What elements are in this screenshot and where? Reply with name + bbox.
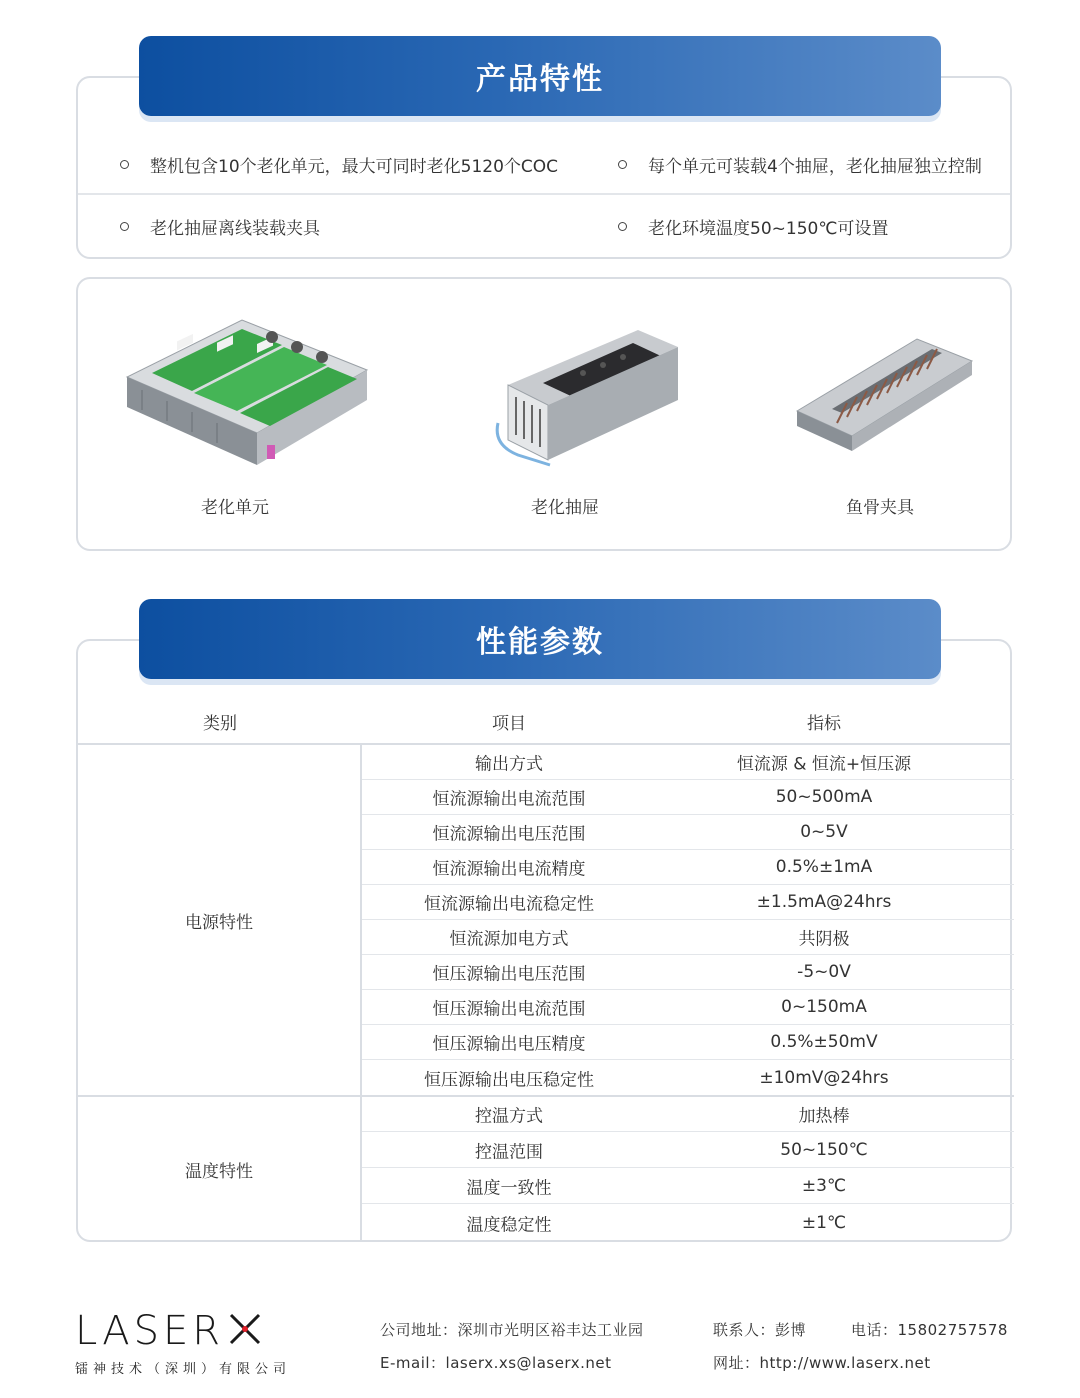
table-row — [362, 850, 1014, 885]
row-value: 恒流源 & 恒流+恒压源 — [736, 754, 912, 775]
table-row — [362, 1132, 1014, 1168]
header-category: 类别 — [203, 714, 237, 734]
row-value: 共阴极 — [798, 929, 850, 950]
row-value: 50~150℃ — [780, 1139, 868, 1160]
feature-text: 老化环境温度50~150℃可设置 — [648, 218, 889, 239]
row-value: ±1℃ — [801, 1213, 847, 1233]
table-row — [362, 920, 1014, 955]
address-text: 公司地址：深圳市光明区裕丰达工业园 — [380, 1321, 644, 1339]
header-value: 指标 — [807, 714, 841, 734]
table-row — [362, 1060, 1014, 1095]
feature-text: 老化抽屉离线装载夹具 — [150, 218, 320, 239]
row-value: 50~500mA — [775, 787, 873, 807]
row-value: 0~150mA — [781, 997, 867, 1017]
row-item: 温度一致性 — [466, 1178, 552, 1198]
row-value: 加热棒 — [798, 1106, 850, 1127]
table-row — [362, 1025, 1014, 1060]
row-item: 恒压源输出电压精度 — [432, 1034, 586, 1055]
bullet-icon — [120, 222, 129, 231]
row-item: 恒流源输出电压范围 — [432, 824, 586, 845]
aging-drawer-label: 老化抽屉 — [531, 498, 599, 518]
row-value: 0.5%±50mV — [770, 1032, 878, 1052]
row-item: 恒压源输出电流范围 — [432, 999, 586, 1020]
logo-x-icon — [228, 1312, 262, 1346]
table-row — [362, 745, 1014, 780]
row-item: 控温方式 — [475, 1106, 543, 1127]
row-item: 控温范围 — [475, 1142, 543, 1162]
specs-card — [76, 639, 1012, 1242]
fishbone-fixture-label: 鱼骨夹具 — [846, 498, 914, 518]
header-item: 项目 — [492, 714, 526, 734]
features-row-1 — [78, 132, 1010, 196]
feature-item — [618, 152, 982, 177]
table-row — [362, 1204, 1014, 1242]
feature-item — [618, 214, 888, 239]
category-power: 电源特性 — [78, 745, 362, 1095]
logo — [75, 1308, 262, 1354]
feature-item — [120, 214, 320, 239]
table-row — [362, 815, 1014, 850]
row-item: 输出方式 — [475, 754, 543, 775]
category-temperature: 温度特性 — [78, 1095, 362, 1242]
website-link[interactable]: 网址：http://www.laserx.net — [713, 1354, 931, 1372]
row-item: 恒流源输出电流稳定性 — [424, 894, 594, 915]
logo-text: LASER — [75, 1308, 225, 1354]
table-row — [362, 780, 1014, 815]
features-title: 产品特性 — [139, 36, 941, 116]
aging-unit-image — [122, 315, 372, 470]
row-item: 恒流源加电方式 — [449, 929, 569, 950]
contact-text: 联系人：彭博 — [713, 1321, 807, 1339]
email-link[interactable]: E-mail：laserx.xs@laserx.net — [380, 1354, 612, 1372]
table-row — [362, 1168, 1014, 1204]
row-value: ±10mV@24hrs — [759, 1067, 889, 1088]
row-value: ±3℃ — [801, 1175, 847, 1196]
bullet-icon — [120, 160, 129, 169]
row-value: 0~5V — [800, 822, 848, 842]
row-item: 温度稳定性 — [466, 1215, 552, 1236]
bullet-icon — [618, 160, 627, 169]
table-row — [362, 955, 1014, 990]
products-card — [76, 277, 1012, 551]
features-row-2 — [78, 193, 1010, 257]
bullet-icon — [618, 222, 627, 231]
phone-text: 电话：15802757578 — [851, 1321, 1008, 1339]
table-row — [362, 1095, 1014, 1132]
aging-unit-label: 老化单元 — [201, 498, 269, 518]
aging-drawer-image — [488, 325, 688, 470]
company-name: 镭神技术（深圳）有限公司 — [75, 1362, 292, 1377]
table-row — [362, 885, 1014, 920]
row-item: 恒流源输出电流精度 — [432, 859, 586, 880]
row-value: -5~0V — [797, 962, 851, 982]
fishbone-fixture-image — [792, 331, 977, 456]
feature-text: 整机包含10个老化单元，最大可同时老化5120个COC — [150, 156, 559, 177]
feature-item — [120, 152, 558, 177]
row-value: 0.5%±1mA — [775, 857, 873, 877]
table-row — [362, 990, 1014, 1025]
row-item: 恒压源输出电压范围 — [432, 964, 586, 985]
row-item: 恒压源输出电压稳定性 — [424, 1070, 594, 1090]
table-header — [78, 687, 1010, 745]
row-value: ±1.5mA@24hrs — [756, 892, 892, 912]
specs-title: 性能参数 — [139, 599, 941, 679]
row-item: 恒流源输出电流范围 — [432, 789, 586, 810]
feature-text: 每个单元可装载4个抽屉，老化抽屉独立控制 — [648, 156, 982, 177]
